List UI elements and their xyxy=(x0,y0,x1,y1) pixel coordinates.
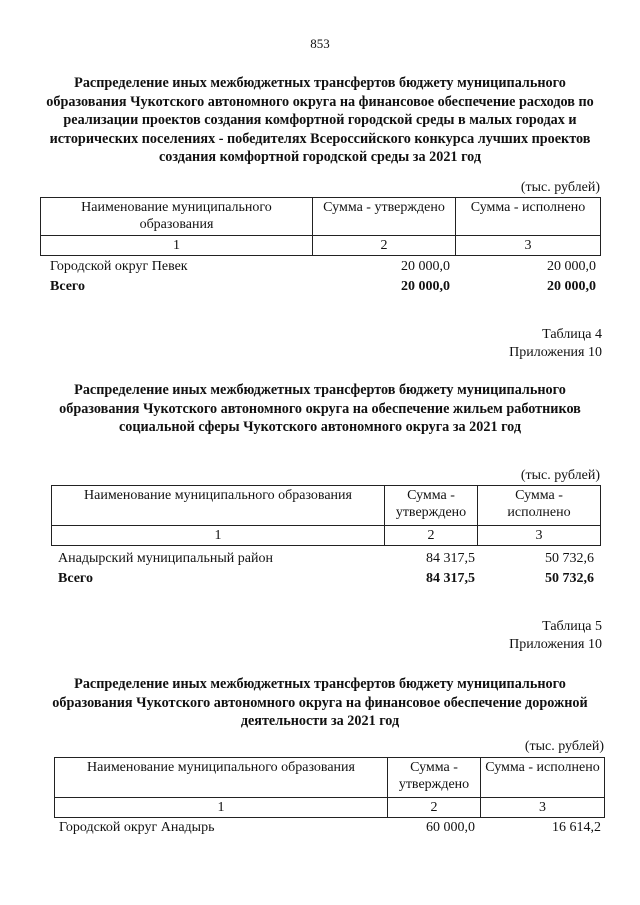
table-row xyxy=(58,549,594,569)
section-1-colnum-2: 2 xyxy=(313,236,456,256)
section-2-colnum-2: 2 xyxy=(385,526,478,546)
section-3-table-label: Таблица 5 xyxy=(542,619,602,634)
section-1-header-name: Наименование муниципального образования xyxy=(41,198,313,236)
total-executed: 20 000,0 xyxy=(547,279,596,294)
section-3-rows xyxy=(59,818,601,838)
section-1-header-executed: Сумма - исполнено xyxy=(456,198,601,236)
section-2-header-approved: Сумма - утверждено xyxy=(385,486,478,526)
section-3-colnum-2: 2 xyxy=(388,798,481,818)
section-3-title: Распределение иных межбюджетных трансфертов бюджету муниципального образования Чукотского автономного округа на финансовое обеспечение дорожной деятельности за 2021 год xyxy=(52,676,588,729)
section-1-rows xyxy=(50,257,596,297)
total-name: Всего xyxy=(50,279,85,294)
table-row xyxy=(59,818,601,838)
section-3-header-executed: Сумма - исполнено xyxy=(481,758,605,798)
section-1-colnum-1: 1 xyxy=(41,236,313,256)
section-1-colnum-3: 3 xyxy=(456,236,601,256)
section-3-table xyxy=(54,757,605,818)
section-1-title: Распределение иных межбюджетных трансфертов бюджету муниципального образования Чукотского автономного округа на финансовое обеспечение расходов по реализации проектов создания комфортной городской среды в малых городах и исторических поселениях - победителях Всероссийского конкурса лучших проектов создания комфортной городской среды за 2021 год xyxy=(46,75,594,165)
section-3-unit: (тыс. рублей) xyxy=(524,739,604,754)
section-3-colnum-1: 1 xyxy=(55,798,388,818)
section-2-unit: (тыс. рублей) xyxy=(520,468,600,483)
section-1-header-approved: Сумма - утверждено xyxy=(313,198,456,236)
section-2-colnum-1: 1 xyxy=(52,526,385,546)
row-approved: 20 000,0 xyxy=(401,259,450,274)
row-approved: 60 000,0 xyxy=(426,820,475,835)
row-name: Городской округ Певек xyxy=(50,259,188,274)
section-2-colnum-3: 3 xyxy=(478,526,601,546)
row-name: Городской округ Анадырь xyxy=(59,820,215,835)
row-executed: 50 732,6 xyxy=(545,551,594,566)
row-name: Анадырский муниципальный район xyxy=(58,551,273,566)
section-2-title: Распределение иных межбюджетных трансфертов бюджету муниципального образования Чукотского автономного округа на обеспечение жильем работников социальной сферы Чукотского автономного округа за 2021 год xyxy=(59,382,581,435)
row-executed: 20 000,0 xyxy=(547,259,596,274)
section-1-table xyxy=(40,197,601,256)
total-executed: 50 732,6 xyxy=(545,571,594,586)
section-2-header-name: Наименование муниципального образования xyxy=(52,486,385,526)
total-approved: 20 000,0 xyxy=(401,279,450,294)
section-3-header-name: Наименование муниципального образования xyxy=(55,758,388,798)
total-row xyxy=(50,277,596,297)
row-approved: 84 317,5 xyxy=(426,551,475,566)
section-3-appendix-label: Приложения 10 xyxy=(509,637,602,652)
row-executed: 16 614,2 xyxy=(552,820,601,835)
section-2-table xyxy=(51,485,601,546)
section-2-table-label: Таблица 4 xyxy=(542,327,602,342)
section-2-rows xyxy=(58,549,594,589)
section-3-header-approved: Сумма - утверждено xyxy=(388,758,481,798)
table-row xyxy=(50,257,596,277)
page-number: 853 xyxy=(310,36,330,51)
total-name: Всего xyxy=(58,571,93,586)
total-row xyxy=(58,569,594,589)
total-approved: 84 317,5 xyxy=(426,571,475,586)
section-3-colnum-3: 3 xyxy=(481,798,605,818)
section-2-header-executed: Сумма - исполнено xyxy=(478,486,601,526)
section-1-unit: (тыс. рублей) xyxy=(520,180,600,195)
section-2-appendix-label: Приложения 10 xyxy=(509,345,602,360)
